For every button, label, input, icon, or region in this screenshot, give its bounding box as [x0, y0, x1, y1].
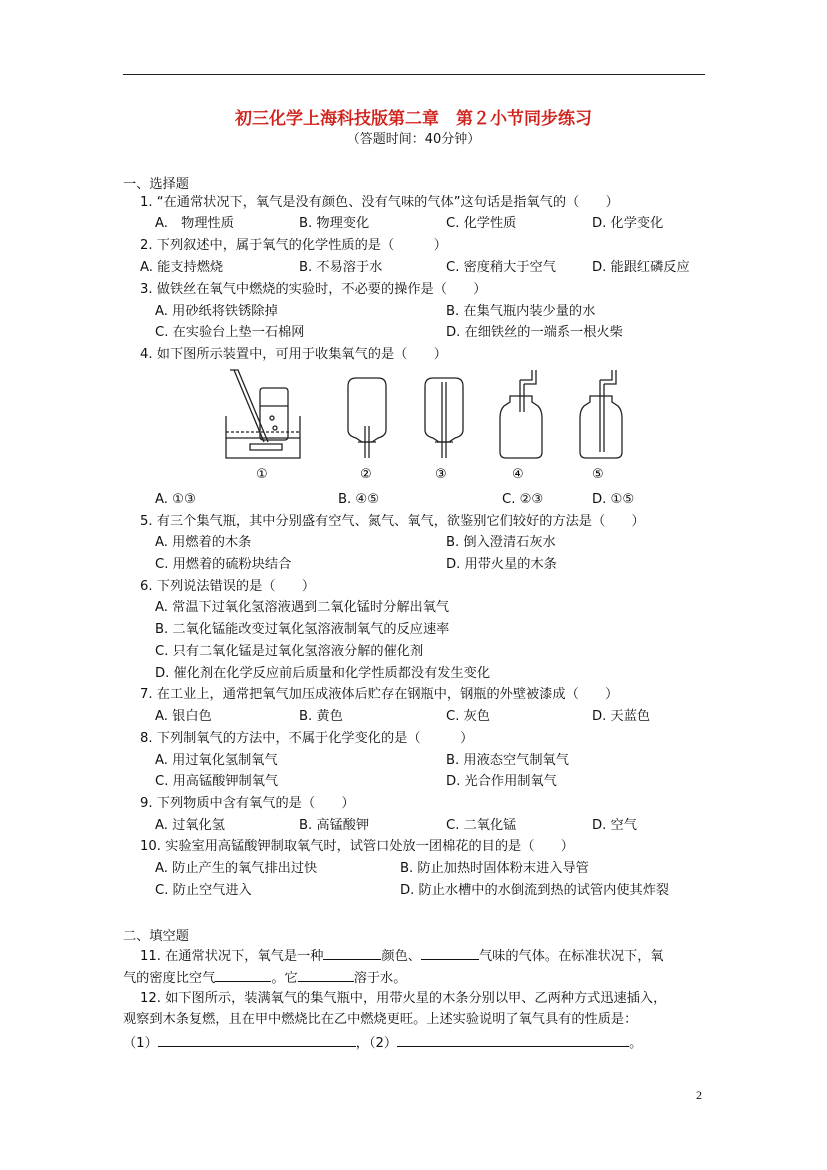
q12-line-3 — [123, 1033, 642, 1053]
q6-option-c: C. 只有二氧化锰是过氧化氢溶液分解的催化剂 — [155, 644, 424, 659]
q2-option-c: C. 密度稍大于空气 — [446, 260, 556, 275]
apparatus-4-upright-bottle-short-tube — [500, 370, 542, 458]
q8-option-b: B. 用液态空气制氧气 — [446, 753, 569, 768]
q9-option-d: D. 空气 — [592, 818, 637, 833]
q11-part-3: 气味的气体。在标准状况下，氧 — [478, 949, 664, 964]
q1-option-b: B. 物理变化 — [299, 216, 370, 231]
q10-option-d: D. 防止水槽中的水倒流到热的试管内使其炸裂 — [400, 883, 670, 898]
q4-option-c: C. ②③ — [502, 492, 544, 507]
q5-stem: 5. 有三个集气瓶，其中分别盛有空气、氮气、氧气，欲鉴别它们较好的方法是（ ） — [140, 514, 645, 529]
q1-option-d: D. 化学变化 — [592, 216, 664, 231]
q5-option-d: D. 用带火星的木条 — [446, 557, 557, 572]
q8-stem: 8. 下列制氧气的方法中，不属于化学变化的是（ ） — [140, 731, 474, 746]
q8-option-c: C. 用高锰酸钾制氧气 — [155, 774, 279, 789]
q11-line-1 — [140, 946, 664, 966]
q7-stem: 7. 在工业上，通常把氧气加压成液体后贮存在钢瓶中，钢瓶的外壁被漆成（ ） — [140, 687, 619, 702]
q3-option-b: B. 在集气瓶内装少量的水 — [446, 304, 596, 319]
section-fill-heading: 二、填空题 — [123, 929, 189, 944]
q12-blank-2[interactable] — [397, 1033, 629, 1047]
q8-option-d: D. 光合作用制氧气 — [446, 774, 557, 789]
q11-part-5: 。它 — [271, 971, 298, 986]
q9-stem: 9. 下列物质中含有氧气的是（ ） — [140, 796, 355, 811]
q7-option-a: A. 银白色 — [155, 709, 212, 724]
apparatus-3-inverted-bottle-long-tube — [425, 378, 463, 458]
apparatus-2-inverted-bottle-short-tube — [348, 378, 386, 458]
apparatus-label-4: ④ — [512, 467, 524, 482]
q3-option-a: A. 用砂纸将铁锈除掉 — [155, 304, 278, 319]
q3-option-c: C. 在实验台上垫一石棉网 — [155, 325, 305, 340]
q3-stem: 3. 做铁丝在氧气中燃烧的实验时，不必要的操作是（ ） — [140, 282, 487, 297]
apparatus-1-water-trough — [226, 370, 300, 458]
apparatus-label-2: ② — [360, 467, 372, 482]
q12-line-2: 观察到木条复燃，且在甲中燃烧比在乙中燃烧更旺。上述实验说明了氧气具有的性质是： — [123, 1012, 638, 1027]
q5-option-c: C. 用燃着的硫粉块结合 — [155, 557, 292, 572]
q1-option-a: A. 物理性质 — [155, 216, 234, 231]
q6-option-a: A. 常温下过氧化氢溶液遇到二氧化锰时分解出氧气 — [155, 600, 450, 615]
q4-option-b: B. ④⑤ — [338, 492, 380, 507]
header-rule — [123, 74, 705, 75]
q2-option-d: D. 能跟红磷反应 — [592, 260, 690, 275]
q12-label-1: （1） — [123, 1036, 158, 1051]
q4-apparatus-figure — [220, 366, 630, 486]
q11-part-6: 溶于水。 — [353, 971, 407, 986]
q11-blank-1[interactable] — [323, 946, 381, 960]
q2-option-a: A. 能支持燃烧 — [140, 260, 224, 275]
q7-option-c: C. 灰色 — [446, 709, 490, 724]
q7-option-b: B. 黄色 — [299, 709, 343, 724]
page-number: 2 — [696, 1088, 702, 1102]
q9-option-b: B. 高锰酸钾 — [299, 818, 370, 833]
q11-blank-2[interactable] — [421, 946, 479, 960]
section-choice-heading: 一、选择题 — [123, 177, 189, 192]
q10-option-c: C. 防止空气进入 — [155, 883, 252, 898]
page-title: 初三化学上海科技版第二章 第２小节同步练习 — [235, 109, 592, 129]
q8-option-a: A. 用过氧化氢制氧气 — [155, 753, 278, 768]
q11-line-2 — [123, 968, 406, 988]
q1-option-c: C. 化学性质 — [446, 216, 517, 231]
apparatus-label-3: ③ — [435, 467, 447, 482]
q4-stem: 4. 如下图所示装置中，可用于收集氧气的是（ ） — [140, 347, 447, 362]
q6-option-b: B. 二氧化锰能改变过氧化氢溶液制氧气的反应速率 — [155, 622, 450, 637]
q2-stem: 2. 下列叙述中，属于氧气的化学性质的是（ ） — [140, 238, 447, 253]
q1-stem: 1. “在通常状况下，氧气是没有颜色、没有气味的气体”这句话是指氧气的（ ） — [140, 195, 619, 210]
q12-label-2: ，（2） — [355, 1036, 398, 1051]
apparatus-5-upright-bottle-long-tube — [580, 370, 622, 458]
q10-option-b: B. 防止加热时固体粉末进入导管 — [400, 861, 589, 876]
q11-blank-4[interactable] — [298, 968, 354, 982]
q5-option-b: B. 倒入澄清石灰水 — [446, 535, 556, 550]
q6-option-d: D. 催化剂在化学反应前后质量和化学性质都没有发生变化 — [155, 666, 491, 681]
q4-option-a: A. ①③ — [155, 492, 196, 507]
q5-option-a: A. 用燃着的木条 — [155, 535, 252, 550]
q3-option-d: D. 在细铁丝的一端系一根火柴 — [446, 325, 623, 340]
q4-option-d: D. ①⑤ — [592, 492, 635, 507]
q12-end: 。 — [629, 1036, 643, 1051]
q10-option-a: A. 防止产生的氧气排出过快 — [155, 861, 318, 876]
page-subtitle: （答题时间：40分钟） — [346, 132, 481, 147]
q9-option-c: C. 二氧化锰 — [446, 818, 517, 833]
q11-part-4: 气的密度比空气 — [123, 971, 216, 986]
q7-option-d: D. 天蓝色 — [592, 709, 651, 724]
q6-stem: 6. 下列说法错误的是（ ） — [140, 579, 316, 594]
apparatus-label-5: ⑤ — [592, 467, 604, 482]
q11-blank-3[interactable] — [215, 968, 271, 982]
q11-part-2: 颜色、 — [381, 949, 421, 964]
apparatus-label-1: ① — [256, 467, 268, 482]
q11-part-1: 11. 在通常状况下，氧气是一种 — [140, 949, 324, 964]
q12-blank-1[interactable] — [158, 1033, 356, 1047]
q2-option-b: B. 不易溶于水 — [299, 260, 383, 275]
q10-stem: 10. 实验室用高锰酸钾制取氧气时，试管口处放一团棉花的目的是（ ） — [140, 839, 574, 854]
q9-option-a: A. 过氧化氢 — [155, 818, 225, 833]
q12-line-1: 12. 如下图所示，装满氧气的集气瓶中，用带火星的木条分别以甲、乙两种方式迅速插入， — [140, 991, 667, 1006]
